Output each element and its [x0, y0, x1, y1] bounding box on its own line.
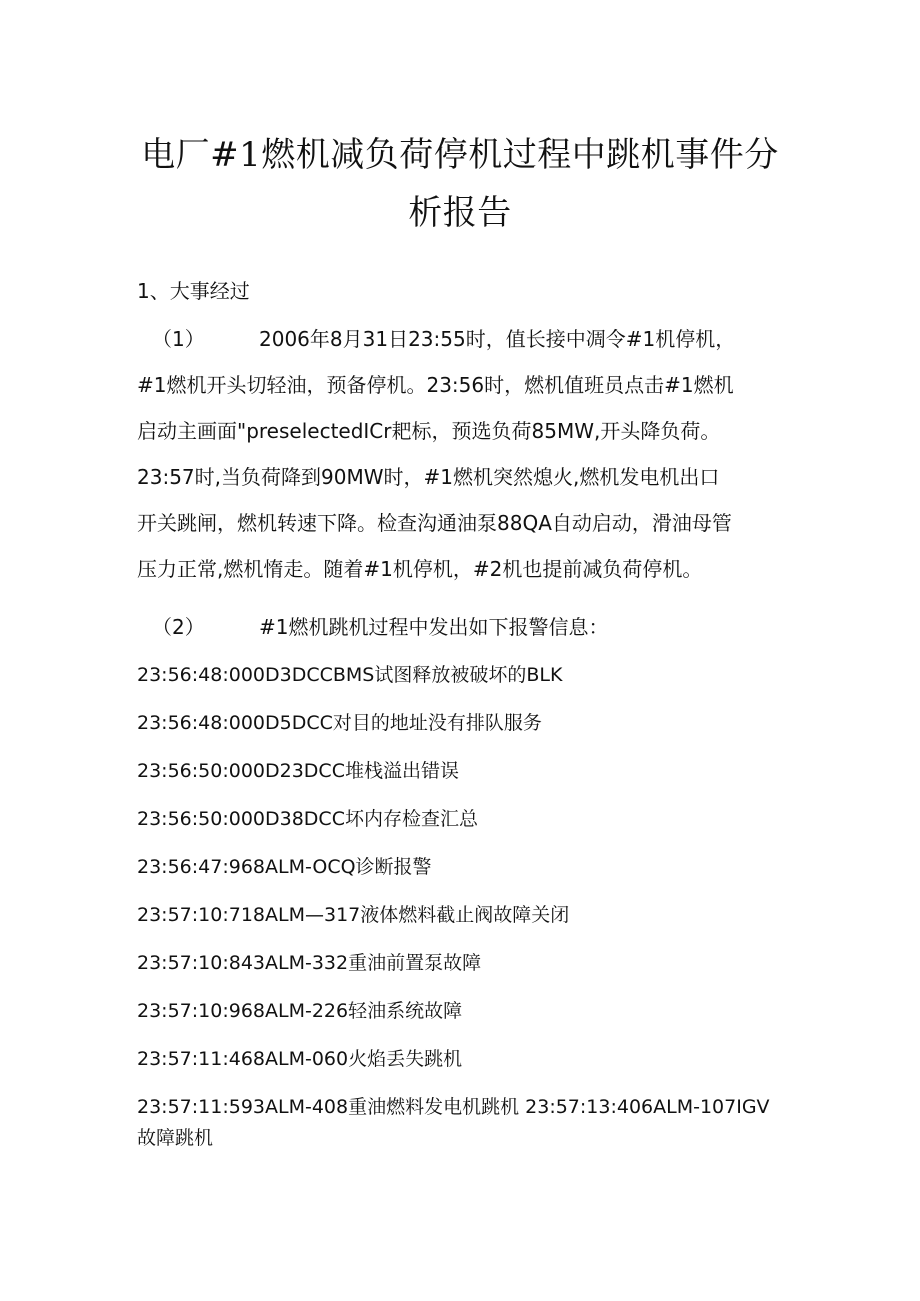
paragraph-1-line-1: [137, 316, 787, 362]
paragraph-2: [137, 604, 787, 650]
alarm-item: 23:57:10:968ALM-226轻油系统故障: [137, 1000, 463, 1022]
paragraph-1-marker: （1）: [152, 327, 205, 351]
alarm-item: 23:56:48:000D5DCC对目的地址没有排队服务: [137, 712, 542, 734]
alarm-item: 23:56:50:000D38DCC坏内存检查汇总: [137, 808, 478, 830]
paragraph-2-text: #1燃机跳机过程中发出如下报警信息：: [259, 615, 609, 639]
alarm-item: 23:56:47:968ALM-OCQ诊断报警: [137, 856, 432, 878]
alarm-item: 23:56:50:000D23DCC堆栈溢出错误: [137, 760, 459, 782]
alarm-item: 23:57:10:718ALM—317液体燃料截止阀故障关闭: [137, 904, 570, 926]
paragraph-1-line-2: #1燃机开头切轻油，预备停机。23:56时，燃机值班员点击#1燃机: [137, 373, 734, 397]
alarm-item: 23:57:10:843ALM-332重油前置泵故障: [137, 952, 482, 974]
paragraph-2-line: [137, 604, 787, 650]
paragraph-1: [137, 316, 787, 592]
paragraph-1-line-3: 启动主画面"preselectedICr耙标，预选负荷85MW,开头降负荷。: [137, 419, 721, 443]
alarm-list: [137, 660, 787, 1154]
alarm-item: 23:57:11:468ALM-060火焰丢失跳机: [137, 1048, 463, 1070]
paragraph-1-line-1-text: 2006年8月31日23:55时，值长接中凋令#1机停机，: [259, 327, 736, 351]
paragraph-2-marker: （2）: [152, 615, 205, 639]
paragraph-1-line-5: 开关跳闸，燃机转速下降。检查沟通油泵88QA自动启动，滑油母管: [137, 511, 732, 535]
paragraph-1-line-6: 压力正常,燃机惰走。随着#1机停机，#2机也提前减负荷停机。: [137, 557, 703, 581]
paragraph-1-line-4: 23:57时,当负荷降到90MW时，#1燃机突然熄火,燃机发电机出口: [137, 465, 720, 489]
alarm-item: 23:56:48:000D3DCCBMS试图释放被破坏的BLK: [137, 664, 563, 686]
document-title: [138, 126, 782, 242]
title-line-2: 析报告: [408, 193, 512, 233]
title-line-1: 电厂#1燃机减负荷停机过程中跳机事件分: [141, 135, 779, 175]
alarm-item: 23:57:11:593ALM-408重油燃料发电机跳机 23:57:13:406ALM-107IGV故障跳机: [137, 1096, 770, 1149]
section-heading: 1、大事经过: [137, 279, 250, 303]
